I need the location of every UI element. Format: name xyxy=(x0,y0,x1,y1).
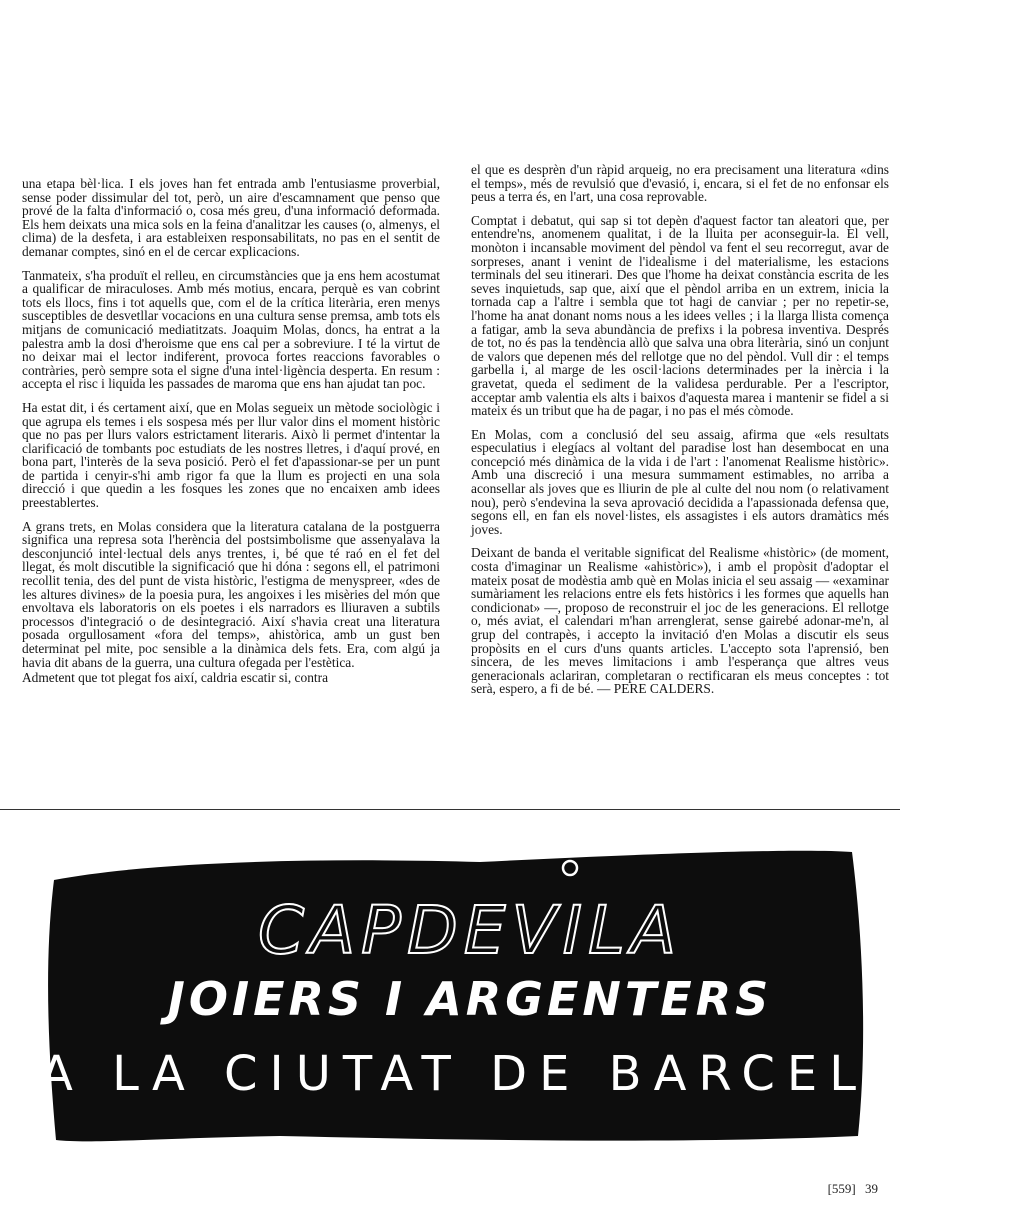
right-paragraph-2: Comptat i debatut, qui sap si tot depèn d'aquest factor tan aleatori que, per entendre'ns, anomenem qualitat, i de la lluita per aconseguir-la. El vell, monòton i incansable moviment del pèndol va fent el seu recorregut, avar de sorpreses, anant i venint de l'idealisme i del materialisme, les estacions terminals del seu itinerari. Des que l'home ha deixat constància escrita de les seves inquietuds, sap que, així que el pèndol arriba en un extrem, inicia la tornada cap a l'altre i sembla que tot hagi de canviar ; per no repetir-se, l'home ha anat donant noms nous a les idees velles ; i la llarga llista comença a fatigar, amb la seva abundància de prefixs i la pobresa inventiva. Després de tot, no és pas la tendència allò que salva una obra literària, sinó un conjunt de valors que depenen més del rellotge que no del pèndol. Vull dir : el temps garbella i, al marge de les oscil·lacions determinades per la inèrcia i la gravetat, queda el sediment de la validesa perdurable. Per a l'escriptor, acceptar amb valentia els alts i baixos d'aquesta marea i mantenir se fidel a si mateix és un tribut que ha de pagar, i no pas el més còmode. xyxy=(471,212,889,419)
folio-page-number: 39 xyxy=(865,1181,878,1196)
left-paragraph-2: Tanmateix, s'ha produït el relleu, en circumstàncies que ja ens hem acostumat a qualificar de miraculoses. Amb més motius, encara, perquè es van cobrint tots els llocs, fins i tot aquells que, com el de la crítica literària, eren menys susceptibles de desvetllar vocacions en una cultura sense premsa, amb tots els mitjans de comunicació mediatitzats. Joaquim Molas, doncs, ha entrat a la palestra amb la dosi d'heroisme que ens cal per a sobreviure. I té la virtut de no deixar mai el lector indiferent, provoca fortes reaccions favorables o contràries, però sempre sota el signe d'una intel·ligència desperta. En resum : accepta el risc i liquida les passades de maroma que ens han ajudat tan poc. xyxy=(22,267,440,392)
left-paragraph-5: Admetent que tot plegat fos així, caldria escatir si, contra xyxy=(22,670,329,686)
ad-location: A LA CIUTAT DE BARCELONA xyxy=(40,1046,1009,1102)
left-text-column xyxy=(22,177,440,695)
page-folio xyxy=(822,1181,878,1197)
right-paragraph-4: Deixant de banda el veritable significat del Realisme «històric» (de moment, costa d'imaginar un Realisme «ahistòric»), i amb el propòsit d'adoptar el mateix posat de modèstia amb què en Molas inicia el seu assaig — «examinar sumàriament les relacions entre els fets històrics i les formes que aquells han condicionat» —, proposo de reconstruir el joc de les generacions. El rellotge o, més aviat, el calendari m'han arrenglerat, sense gairebé adonar-me'n, al grup del contrapès, i accepto la invitació d'en Molas a discutir els seus propòsits en el curs d'uns quants articles. L'accepto sota l'aprensió, ben sincera, de les meves limitacions i amb l'esperança que altres veus generacionals aclariran, completaran o rectificaran els meus conceptes : tot serà, espero, a fi de bé. — PERE CALDERS. xyxy=(471,545,889,697)
left-paragraph-1: una etapa bèl·lica. I els joves han fet entrada amb l'entusiasme proverbial, sense poder dissimular del tot, però, un aire d'escamnament que penso que prové de la falta d'informació o, cosa més greu, d'una informació deformada. Els hem deixats una mica sols en la feina d'analitzar les causes (o, almenys, el clima) de la desfeta, i ara estableixen responsabilitats, no pas en el sentit de demanar comptes, sinó en el de cercar explicacions. xyxy=(22,176,440,259)
right-paragraph-1: el que es desprèn d'un ràpid arqueig, no era precisament una literatura «dins el temps», més de revulsió que d'evasió, i, encara, si el fet de no enfonsar els peus a terra és, en l'art, una cosa reprovable. xyxy=(471,162,889,205)
capdevila-advertisement xyxy=(40,840,1009,1150)
left-paragraph-3: Ha estat dit, i és certament així, que en Molas segueix un mètode sociològic i que agrupa els temes i els sospesa més per llur valor dins el moment històric que no pas per llurs valors estrictament literaris. Això li permet d'intentar la clarificació de tombants poc estudiats de les nostres lletres, i d'aquí prové, en bona part, l'interès de la seva posició. Però el fet d'apassionar-se per un punt de partida i cenyir-s'hi amb rigor fa que la llum es projecti en una sola direcció i que quedin a les fosques les zones que no encaixen amb idees preestablertes. xyxy=(22,399,440,511)
ad-tagline: JOIERS I ARGENTERS xyxy=(167,972,773,1026)
right-paragraph-3: En Molas, com a conclusió del seu assaig, afirma que «els resultats especulatius i elegíacs al voltant del paradise lost han desembocat en una concepció més dinàmica de la vida i de l'art : l'anomenat Realisme històric». Amb una discreció i una mesura summament estimables, no arriba a aconsellar als joves que es lliurin de ple al culte del nou nom (o relativament nou), però s'endevina la seva aprovació decidida a l'apassionada defensa que, segons ell, en fan els novel·listes, els assagistes i els autors dramàtics més joves. xyxy=(471,426,889,537)
folio-bracket-number: [559] xyxy=(827,1181,856,1196)
left-paragraph-4: A grans trets, en Molas considera que la literatura catalana de la postguerra significa una represa sota l'herència del postsimbolisme que assenyalava la desconjunció intel·lectual dels anys trentes, i, bé que té raó en el fet del llegat, és molt discutible la significació que hi dóna : segons ell, el patrimoni recollit tenia, des del punt de vista històric, l'estigma de menyspreer, «des de les altures divines» de la poesia pura, les angoixes i les misèries del món que envoltava els laboratoris on els poetes i els narradors es lliuraven a subtils processos d'integració o de desintegració. Així s'havia creat una literatura posada orgullosament «fora del temps», ahistòrica, amb un gust ben determinat pel mite, poc sensible a la dinàmica dels fets. Era, com algú ja havia dit abans de la guerra, una cultura ofegada per l'estètica. xyxy=(22,518,440,670)
section-divider xyxy=(0,809,900,810)
right-text-column xyxy=(471,163,889,706)
ad-brand-name: CAPDEVILA xyxy=(257,892,683,969)
